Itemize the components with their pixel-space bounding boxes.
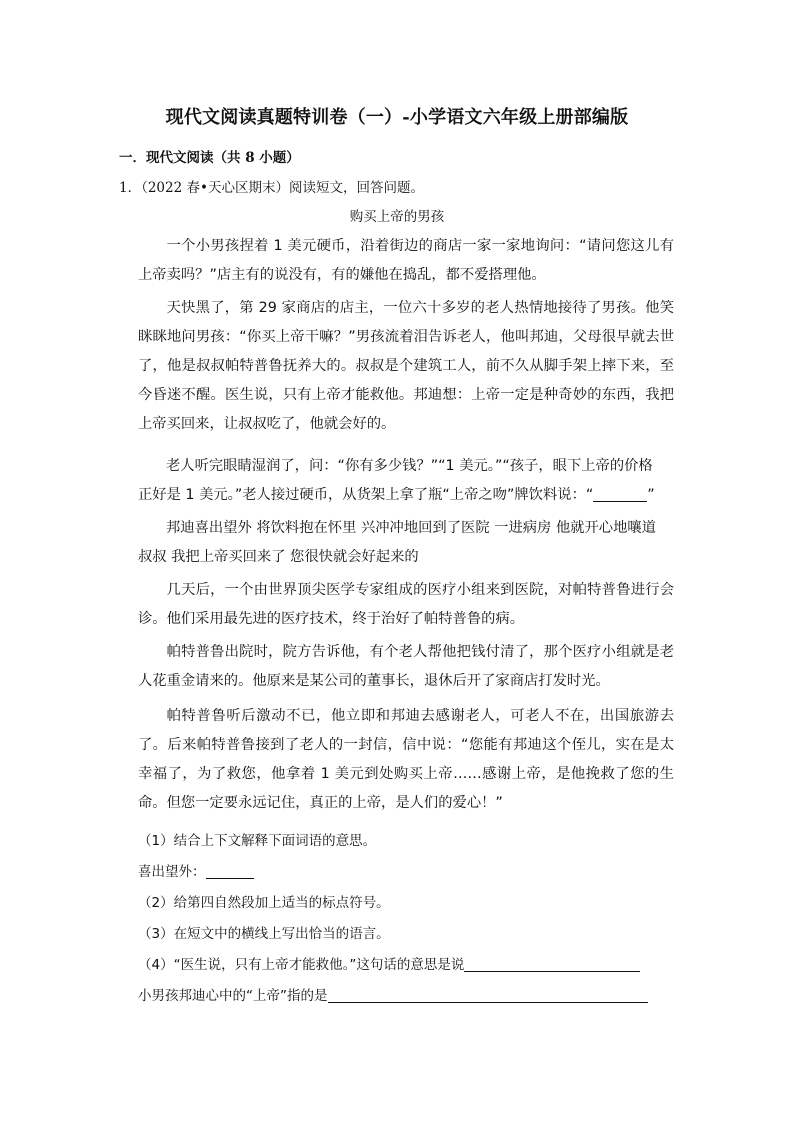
story-paragraph-1	[138, 232, 674, 290]
story-paragraph-7	[138, 702, 674, 818]
story-paragraph-2	[138, 294, 674, 439]
paragraph-text: 帕特普鲁出院时，院方告诉他，有个老人帮他把钱付清了，那个医疗小组就是老人花重金请来的。他原来是某公司的董事长，退休后开了家商店打发时光。	[138, 644, 674, 689]
story-paragraph-5	[138, 576, 674, 634]
question-2: （2）给第四自然段加上适当的标点符号。	[138, 895, 390, 911]
paragraph-line: 老人听完眼睛湿润了，问：“你有多少钱？”“1 美元。”“孩子，眼下上帝的价格	[166, 458, 653, 474]
question-1: （1）结合上下文解释下面词语的意思。	[138, 833, 377, 849]
question-3: （3）在短文中的横线上写出恰当的语言。	[138, 926, 390, 942]
story-paragraph-6	[138, 638, 674, 696]
story-paragraph-3	[138, 452, 674, 510]
question-4	[138, 950, 678, 981]
question-4-text: （4）“医生说，只有上帝才能救他。”这句话的意思是说	[138, 957, 465, 973]
story-paragraph-4	[138, 514, 674, 572]
document-title: 现代文阅读真题特训卷（一）-小学语文六年级上册部编版	[165, 107, 629, 128]
paragraph-text: 天快黑了，第 29 家商店的店主，一位六十多岁的老人热情地接待了男孩。他笑眯眯地问男孩：“你买上帝干嘛？”男孩流着泪告诉老人，他叫邦迪，父母很早就去世了，他是叔叔帕特普鲁抚养大的。叔叔是个建筑工人，前不久从脚手架上摔下来，至今昏迷不醒。医生说，只有上帝才能救他。邦迪想：上帝一定是种奇妙的东西，我把上帝买回来，让叔叔吃了，他就会好的。	[138, 300, 674, 432]
paragraph-line: 叔叔 我把上帝买回来了 您很快就会好起来的	[138, 549, 419, 565]
story-title: 购买上帝的男孩	[349, 209, 445, 225]
answer-blank[interactable]	[593, 486, 647, 502]
section-heading: 一．现代文阅读（共 8 小题）	[119, 150, 300, 166]
closing-quote: ”	[647, 487, 655, 503]
answer-blank[interactable]	[206, 863, 254, 879]
question-1-word	[138, 857, 678, 888]
questions-list	[138, 826, 678, 1012]
paragraph-text: 帕特普鲁听后激动不已，他立即和邦迪去感谢老人，可老人不在，出国旅游去了。后来帕特普鲁接到了老人的一封信，信中说：“您能有邦迪这个侄儿，实在是太幸福了，为了救您，他拿着 1 美元到处购买上帝……感谢上帝，是他挽救了您的生命。但您一定要永远记住，真正的上帝，是人们的爱心！”	[138, 708, 674, 811]
question-heading: 1．（2022 春•天心区期末）阅读短文，回答问题。	[119, 180, 424, 196]
paragraph-text: 一个小男孩捏着 1 美元硬币，沿着街边的商店一家一家地询问：“请问您这儿有上帝卖吗？”店主有的说没有，有的嫌他在捣乱，都不爱搭理他。	[138, 238, 674, 283]
question-1-label: 喜出望外：	[138, 864, 206, 880]
question-5-text: 小男孩邦迪心中的“上帝”指的是	[138, 988, 328, 1004]
paragraph-text: 几天后，一个由世界顶尖医学专家组成的医疗小组来到医院，对帕特普鲁进行会诊。他们采用最先进的医疗技术，终于治好了帕特普鲁的病。	[138, 582, 674, 627]
paragraph-text: 正好是 1 美元。”老人接过硬币，从货架上拿了瓶“上帝之吻”牌饮料说：“	[138, 487, 594, 503]
answer-blank[interactable]	[464, 956, 640, 972]
question-5	[138, 981, 678, 1012]
paragraph-line	[138, 481, 674, 510]
paragraph-line: 邦迪喜出望外 将饮料抱在怀里 兴冲冲地回到了医院 一进病房 他就开心地嚷道	[166, 520, 656, 536]
answer-blank[interactable]	[328, 987, 648, 1003]
